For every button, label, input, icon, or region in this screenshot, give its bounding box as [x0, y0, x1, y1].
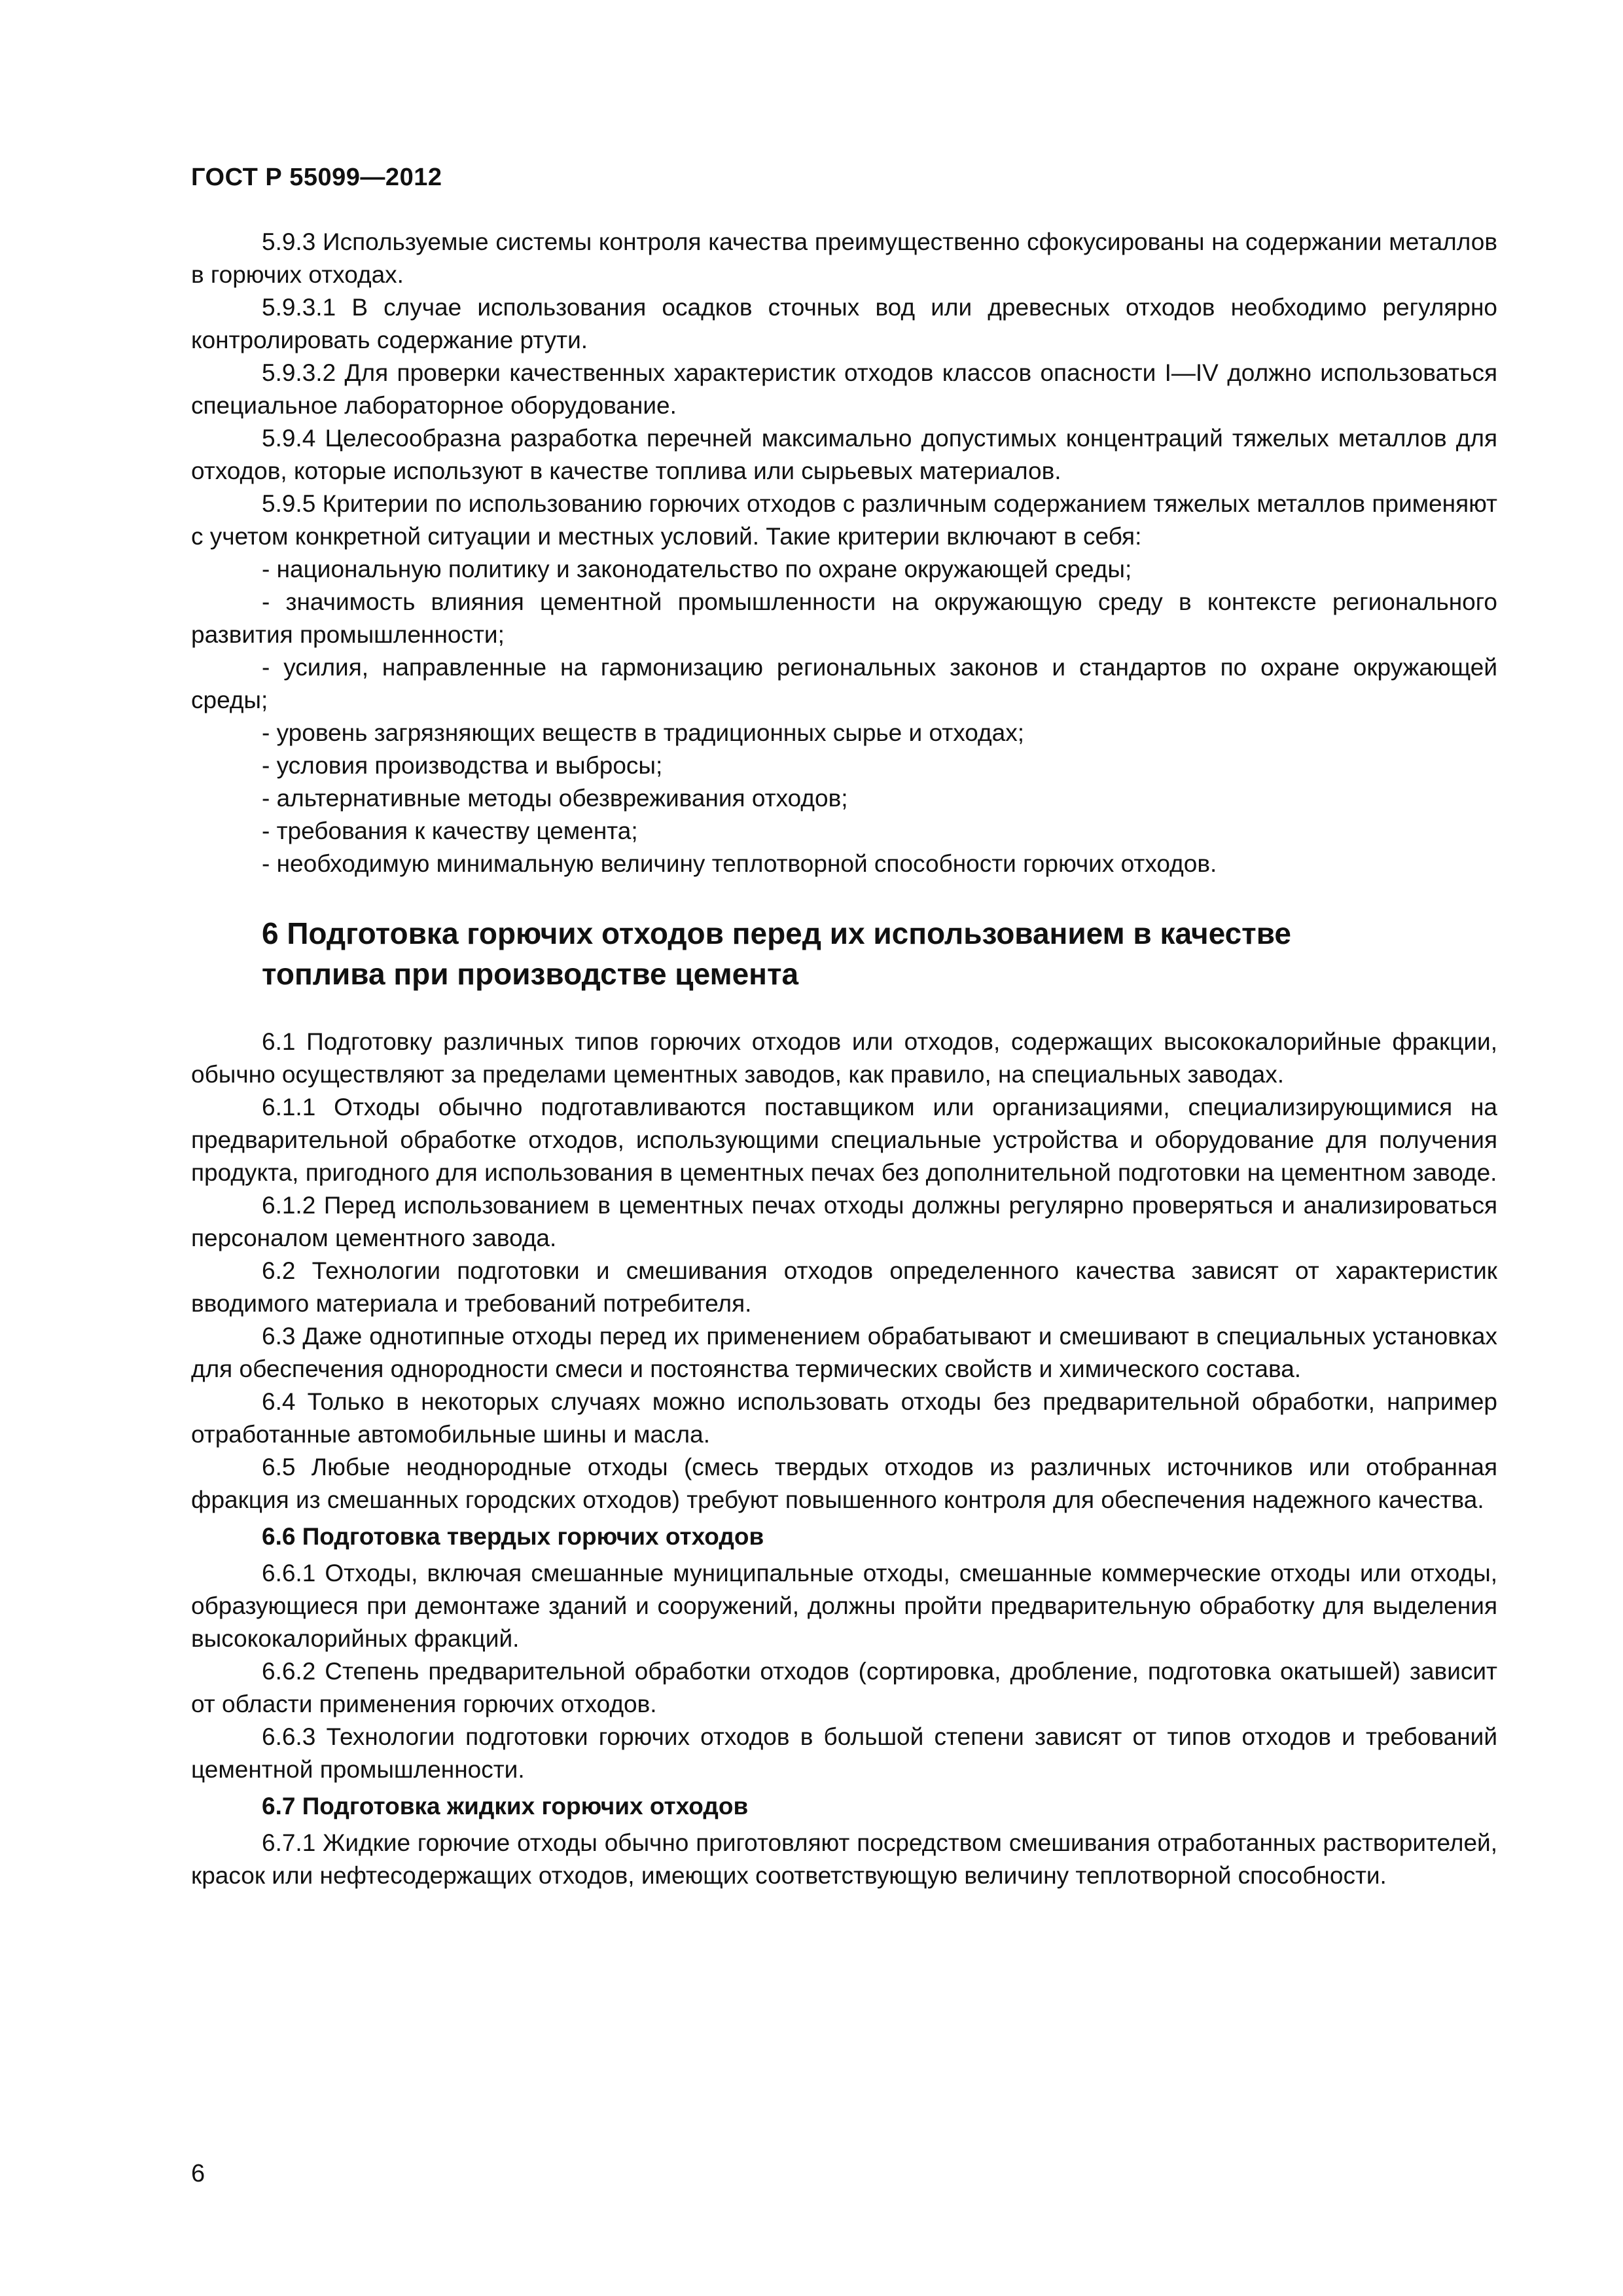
paragraph-5-9-3: 5.9.3 Используемые системы контроля качества преимущественно сфокусированы на содержании металлов в горючих отходах.: [191, 228, 1497, 288]
subsection-6-7-title: 6.7 Подготовка жидких горючих отходов: [262, 1793, 749, 1820]
page-number: 6: [191, 2160, 205, 2187]
paragraph-6-1: 6.1 Подготовку различных типов горючих отходов или отходов, содержащих высококалорийные фракции, обычно осуществляют за пределами цементных заводов, как правило, на специальных заводах.: [191, 1028, 1497, 1088]
section-6-title: 6 Подготовка горючих отходов перед их использованием в качестве топлива при производстве цемента: [262, 916, 1291, 991]
paragraph-6-3: 6.3 Даже однотипные отходы перед их применением обрабатывают и смешивают в специальных установках для обеспечения однородности смеси и постоянства термических свойств и химического состава.: [191, 1323, 1497, 1382]
list-item: - усилия, направленные на гармонизацию региональных законов и стандартов по охране окружающей среды;: [191, 654, 1497, 713]
paragraph-5-9-3-2: 5.9.3.2 Для проверки качественных характеристик отходов классов опасности I—IV должно использоваться специальное лабораторное оборудование.: [191, 359, 1497, 419]
paragraph-5-9-4: 5.9.4 Целесообразна разработка перечней максимально допустимых концентраций тяжелых металлов для отходов, которые используют в качестве топлива или сырьевых материалов.: [191, 425, 1497, 484]
paragraph-6-7-1: 6.7.1 Жидкие горючие отходы обычно приготовляют посредством смешивания отработанных растворителей, красок или нефтесодержащих отходов, имеющих соответствующую величину теплотворной способности.: [191, 1829, 1497, 1889]
paragraph-6-6-2: 6.6.2 Степень предварительной обработки отходов (сортировка, дробление, подготовка окатышей) зависит от области применения горючих отходов.: [191, 1658, 1497, 1717]
paragraph-6-4: 6.4 Только в некоторых случаях можно использовать отходы без предварительной обработки, например отработанные автомобильные шины и масла.: [191, 1388, 1497, 1448]
paragraph-6-2: 6.2 Технологии подготовки и смешивания отходов определенного качества зависят от характеристик вводимого материала и требований потребителя.: [191, 1257, 1497, 1317]
paragraph-6-1-2: 6.1.2 Перед использованием в цементных печах отходы должны регулярно проверяться и анализироваться персоналом цементного завода.: [191, 1192, 1497, 1251]
criteria-list: [191, 553, 1497, 880]
paragraph-6-5: 6.5 Любые неоднородные отходы (смесь твердых отходов из различных источников или отобранная фракция из смешанных городских отходов) требуют повышенного контроля для обеспечения надежного качества.: [191, 1454, 1497, 1513]
list-item: - условия производства и выбросы;: [262, 752, 663, 779]
paragraph-5-9-5: 5.9.5 Критерии по использованию горючих отходов с различным содержанием тяжелых металлов применяют с учетом конкретной ситуации и местных условий. Такие критерии включают в себя:: [191, 490, 1497, 550]
list-item: - необходимую минимальную величину теплотворной способности горючих отходов.: [262, 850, 1217, 877]
paragraph-6-6-3: 6.6.3 Технологии подготовки горючих отходов в большой степени зависят от типов отходов и требований цементной промышленности.: [191, 1723, 1497, 1783]
list-item: - национальную политику и законодательство по охране окружающей среды;: [262, 556, 1132, 583]
list-item: - уровень загрязняющих веществ в традиционных сырье и отходах;: [262, 719, 1024, 746]
subsection-6-6-title: 6.6 Подготовка твердых горючих отходов: [262, 1523, 764, 1550]
list-item: - альтернативные методы обезвреживания отходов;: [262, 785, 848, 812]
paragraph-6-6-1: 6.6.1 Отходы, включая смешанные муниципальные отходы, смешанные коммерческие отходы или отходы, образующиеся при демонтаже зданий и сооружений, должны пройти предварительную обработку для выделения высококалорийных фракций.: [191, 1560, 1497, 1652]
list-item: - требования к качеству цемента;: [262, 817, 638, 844]
list-item: - значимость влияния цементной промышленности на окружающую среду в контексте регионального развития промышленности;: [191, 588, 1497, 648]
document-body: [191, 226, 1497, 1892]
document-code-header: ГОСТ Р 55099—2012: [191, 164, 442, 191]
paragraph-6-1-1: 6.1.1 Отходы обычно подготавливаются поставщиком или организациями, специализирующимися на предварительной обработке отходов, использующими специальные устройства и оборудование для получения продукта, пригодного для использования в цементных печах без дополнительной подготовки на цементном заводе.: [191, 1094, 1497, 1186]
paragraph-5-9-3-1: 5.9.3.1 В случае использования осадков сточных вод или древесных отходов необходимо регулярно контролировать содержание ртути.: [191, 294, 1497, 353]
